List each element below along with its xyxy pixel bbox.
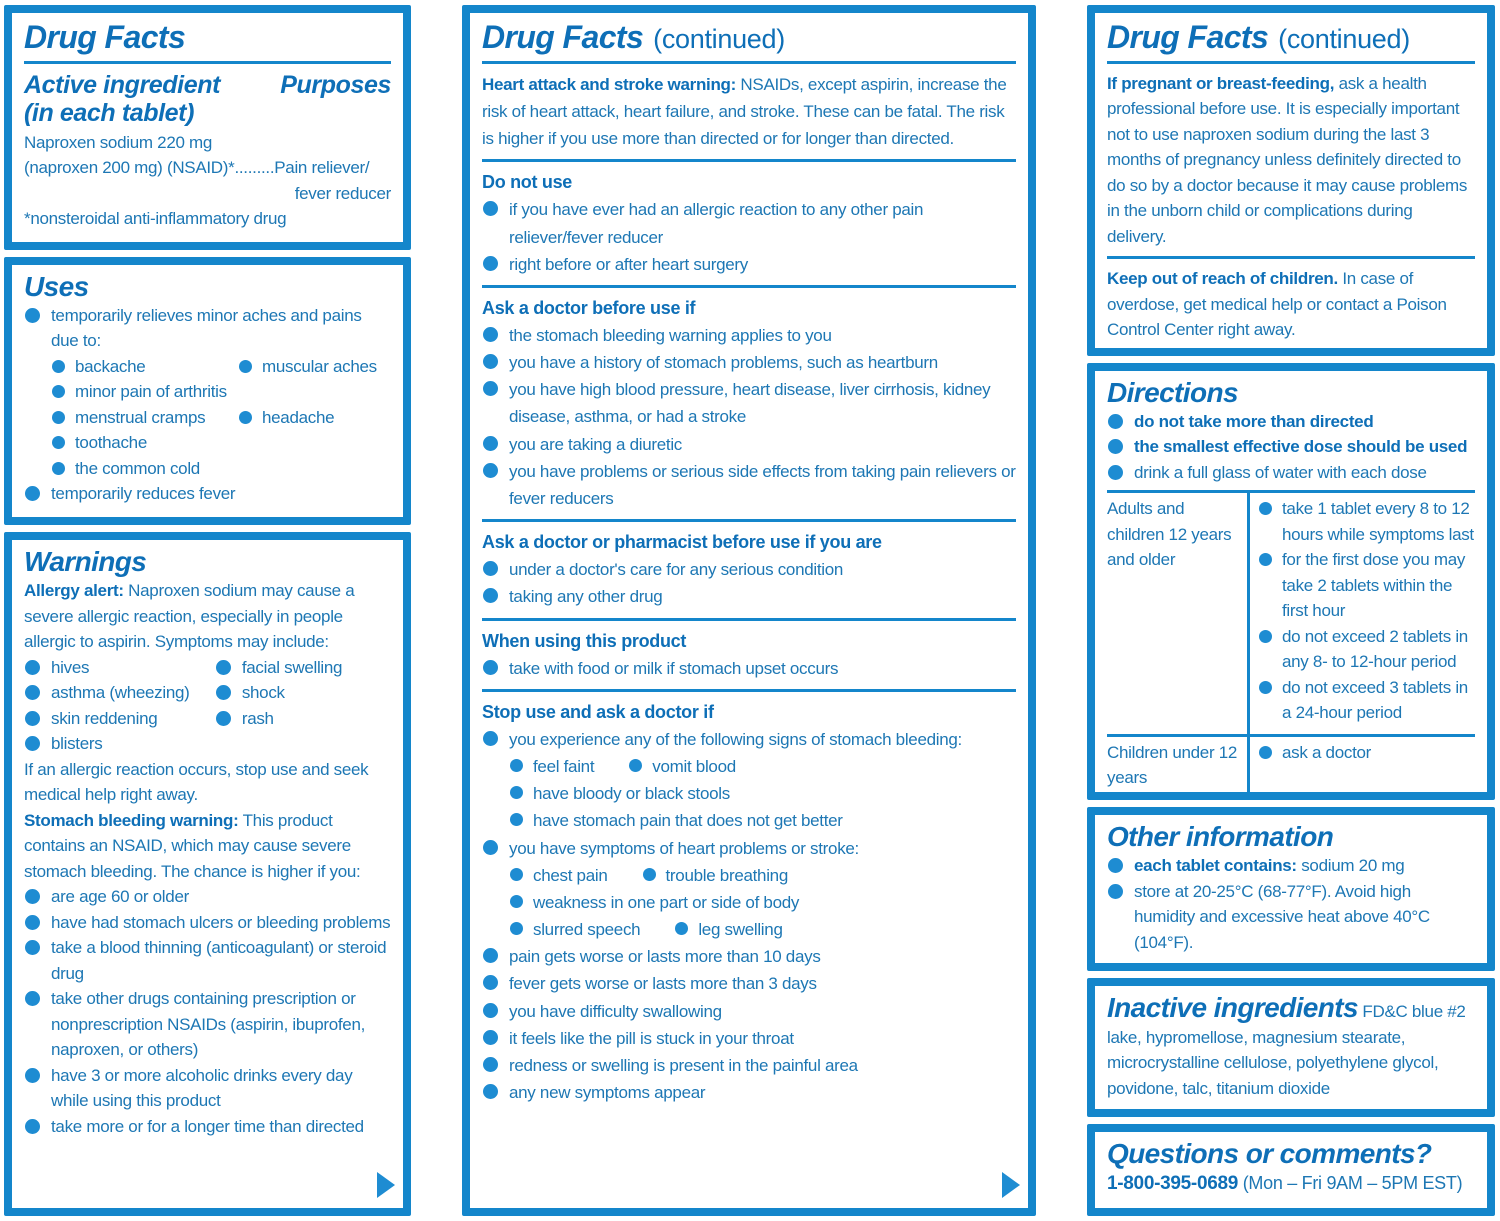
list-item: take 1 tablet every 8 to 12 hours while symptoms last — [1258, 496, 1475, 547]
bullet-icon — [483, 436, 498, 451]
purpose-value: fever reducer — [294, 183, 391, 203]
bullet-icon — [1108, 439, 1123, 454]
bullet-icon — [483, 201, 498, 216]
section-active-ingredient — [4, 5, 411, 250]
list-item: weakness in one part or side of body — [509, 889, 1016, 916]
bullet-icon — [52, 360, 65, 373]
list-item: menstrual cramps — [51, 405, 238, 431]
list-item: ask a doctor — [1258, 740, 1475, 766]
section-inactive-ingredients — [1087, 978, 1495, 1117]
bullet-icon — [1259, 746, 1272, 759]
list-item: take more or for a longer time than directed — [24, 1114, 391, 1140]
list-item: muscular aches — [238, 354, 391, 380]
bullet-icon — [1259, 681, 1272, 694]
list-item: hives — [24, 655, 215, 681]
list-item: each tablet contains: sodium 20 mg — [1107, 853, 1475, 879]
bullet-icon — [483, 948, 498, 963]
continue-arrow-icon — [1002, 1172, 1020, 1198]
list-item: temporarily relieves minor aches and pains due to: — [24, 303, 391, 354]
bullet-icon — [25, 685, 40, 700]
stop-use-heading: Stop use and ask a doctor if — [482, 701, 714, 722]
bullet-icon — [25, 889, 40, 904]
list-item: have had stomach ulcers or bleeding problems — [24, 910, 391, 936]
list-item: are age 60 or older — [24, 884, 391, 910]
dosage-instructions — [1247, 493, 1475, 734]
panel-title-row — [1107, 19, 1475, 56]
list-item: it feels like the pill is stuck in your throat — [482, 1025, 1016, 1052]
do-not-use-heading: Do not use — [482, 172, 572, 193]
heart-attack-warning: Heart attack and stroke warning: NSAIDs, except aspirin, increase the risk of heart attack, heart failure, and stroke. These can be fatal. The risk is higher if you use more than directed or for longer than directed. — [482, 74, 1007, 149]
bullet-icon — [483, 1084, 498, 1099]
allergy-alert-paragraph: Allergy alert: Naproxen sodium may cause a severe allergic reaction, especially in people allergic to aspirin. Symptoms may include: — [24, 581, 355, 652]
continue-arrow-icon — [377, 1172, 395, 1198]
list-item: have bloody or black stools — [509, 780, 1016, 807]
nsaid-footnote: *nonsteroidal anti-inflammatory drug — [24, 209, 287, 229]
phone-number: 1-800-395-0689 — [1107, 1173, 1239, 1195]
bullet-icon — [1108, 858, 1123, 873]
bullet-icon — [483, 1030, 498, 1045]
dosage-instructions — [1247, 737, 1475, 799]
list-item: you have symptoms of heart problems or stroke: — [482, 835, 1016, 862]
list-item: trouble breathing — [642, 862, 789, 889]
list-item: rash — [215, 706, 391, 732]
list-item: you experience any of the following signs of stomach bleeding: — [482, 726, 1016, 753]
dosage-group-label: Adults and children 12 years and older — [1107, 499, 1232, 570]
uses-title: Uses — [24, 270, 89, 302]
table-row — [1107, 734, 1475, 799]
active-ingredient-header — [24, 71, 391, 127]
list-item: temporarily reduces fever — [24, 481, 391, 507]
bullet-icon — [510, 895, 523, 908]
active-ingredient-heading-line2: (in each tablet) — [24, 98, 195, 127]
section-other-information — [1087, 807, 1495, 971]
bullet-icon — [629, 759, 642, 772]
inactive-ingredients-title: Inactive ingredients — [1107, 992, 1358, 1024]
contact-info — [1107, 1170, 1475, 1199]
bullet-icon — [510, 759, 523, 772]
list-item: blisters — [24, 731, 391, 757]
bullet-icon — [643, 868, 656, 881]
bullet-icon — [216, 711, 231, 726]
list-item: taking any other drug — [482, 583, 1016, 610]
list-item: do not exceed 3 tablets in a 24-hour period — [1258, 675, 1475, 726]
bullet-icon — [52, 462, 65, 475]
directions-title: Directions — [1107, 376, 1238, 408]
divider — [1107, 256, 1475, 259]
bullet-icon — [510, 813, 523, 826]
ingredient-name: Naproxen sodium 220 mg — [24, 132, 213, 152]
symptom-pair-row — [509, 862, 1016, 889]
bullet-icon — [483, 588, 498, 603]
list-item: do not take more than directed — [1107, 409, 1475, 435]
bullet-icon — [483, 840, 498, 855]
list-item: have 3 or more alcoholic drinks every day while using this product — [24, 1063, 391, 1114]
bullet-icon — [1108, 414, 1123, 429]
list-item: drink a full glass of water with each dose — [1107, 460, 1475, 486]
other-information-title: Other information — [1107, 821, 1334, 852]
panel-title-row — [482, 19, 1016, 56]
table-row — [1107, 493, 1475, 734]
panel-left — [4, 5, 411, 1216]
bullet-icon — [52, 436, 65, 449]
list-item: any new symptoms appear — [482, 1079, 1016, 1106]
list-item: feel faint — [509, 753, 594, 780]
list-item: have stomach pain that does not get better — [509, 807, 1016, 834]
bullet-icon — [216, 685, 231, 700]
list-item: you have problems or serious side effects from taking pain relievers or fever reducers — [482, 458, 1016, 512]
bullet-icon — [483, 731, 498, 746]
bullet-icon — [483, 463, 498, 478]
list-item: minor pain of arthritis — [51, 379, 391, 405]
ingredient-dose-leader: (naproxen 200 mg) (NSAID)*.........Pain reliever/ — [24, 158, 370, 178]
list-item: chest pain — [509, 862, 608, 889]
list-item: under a doctor's care for any serious condition — [482, 556, 1016, 583]
ask-pharmacist-heading: Ask a doctor or pharmacist before use if you are — [482, 532, 882, 553]
list-item: the smallest effective dose should be used — [1107, 434, 1475, 460]
ask-doctor-heading: Ask a doctor before use if — [482, 297, 696, 318]
inactive-ingredients-paragraph: Inactive ingredients FD&C blue #2 lake, hypromellose, magnesium stearate, microcrystalline cellulose, polyethylene glycol, povidone, talc, titanium dioxide — [1107, 992, 1466, 1098]
list-item: do not exceed 2 tablets in any 8- to 12-hour period — [1258, 624, 1475, 675]
list-item: asthma (wheezing) — [24, 680, 215, 706]
bullet-icon — [483, 561, 498, 576]
divider — [482, 61, 1016, 64]
list-item: redness or swelling is present in the painful area — [482, 1052, 1016, 1079]
list-item: take with food or milk if stomach upset occurs — [482, 655, 1016, 682]
bullet-icon — [483, 256, 498, 271]
bullet-icon — [25, 711, 40, 726]
continued-label: (continued) — [1278, 24, 1410, 54]
drug-facts-title: Drug Facts — [24, 19, 186, 55]
list-item: headache — [238, 405, 391, 431]
list-item: take other drugs containing prescription or nonprescription NSAIDs (aspirin, ibuprofen, naproxen, or others) — [24, 986, 391, 1063]
continued-label: (continued) — [653, 24, 785, 54]
drug-facts-title: Drug Facts — [1107, 19, 1269, 55]
section-questions — [1087, 1124, 1495, 1216]
list-item: backache — [51, 354, 238, 380]
list-item: shock — [215, 680, 391, 706]
list-item: pain gets worse or lasts more than 10 days — [482, 943, 1016, 970]
bullet-icon — [216, 660, 231, 675]
list-item: skin reddening — [24, 706, 215, 732]
divider — [482, 159, 1016, 162]
bullet-icon — [239, 360, 252, 373]
list-item: if you have ever had an allergic reaction to any other pain reliever/fever reducer — [482, 196, 1016, 250]
when-using-heading: When using this product — [482, 630, 687, 651]
active-ingredient-heading-line1: Active ingredient — [24, 70, 221, 99]
pregnancy-warning: If pregnant or breast-feeding, ask a health professional before use. It is especially important not to use naproxen sodium during the last 3 months of pregnancy unless definitely directed to do so by a doctor because it may cause problems in the unborn child or complications during delivery. — [1107, 73, 1468, 246]
section-warnings — [4, 532, 411, 1216]
active-ingredient-heading — [24, 71, 220, 127]
list-item: the common cold — [51, 456, 391, 482]
list-item: you have difficulty swallowing — [482, 998, 1016, 1025]
divider — [482, 285, 1016, 288]
drug-facts-title: Drug Facts — [482, 19, 644, 55]
bullet-icon — [483, 975, 498, 990]
symptom-pair-row — [24, 655, 391, 681]
bullet-icon — [25, 991, 40, 1006]
bullet-icon — [1259, 502, 1272, 515]
bullet-icon — [25, 1068, 40, 1083]
list-item: slurred speech — [509, 916, 640, 943]
bullet-icon — [52, 411, 65, 424]
warnings-title: Warnings — [24, 545, 147, 577]
list-item: toothache — [51, 430, 391, 456]
bullet-icon — [483, 354, 498, 369]
bullet-icon — [483, 660, 498, 675]
bullet-icon — [239, 411, 252, 424]
dosage-table — [1107, 490, 1475, 799]
bullet-icon — [483, 381, 498, 396]
section-pregnancy-children — [1087, 5, 1495, 356]
section-directions — [1087, 363, 1495, 800]
purposes-heading: Purposes — [280, 70, 391, 99]
uses-pair-row — [51, 354, 391, 380]
list-item: right before or after heart surgery — [482, 251, 1016, 278]
list-item: store at 20-25°C (68-77°F). Avoid high humidity and excessive heat above 40°C (104°F). — [1107, 879, 1475, 956]
panel-right — [1087, 5, 1495, 1216]
symptom-pair-row — [24, 680, 391, 706]
list-item: vomit blood — [628, 753, 736, 780]
bullet-icon — [25, 486, 40, 501]
bullet-icon — [25, 660, 40, 675]
divider — [1107, 61, 1475, 64]
section-warnings-continued — [462, 5, 1036, 1216]
bullet-icon — [1259, 553, 1272, 566]
bullet-icon — [1108, 884, 1123, 899]
bullet-icon — [25, 915, 40, 930]
symptom-pair-row — [509, 753, 1016, 780]
symptom-pair-row — [24, 706, 391, 732]
bullet-icon — [675, 922, 688, 935]
list-item: for the first dose you may take 2 tablets within the first hour — [1258, 547, 1475, 624]
divider — [482, 618, 1016, 621]
panel-middle — [462, 5, 1036, 1216]
list-item: facial swelling — [215, 655, 391, 681]
list-item: you are taking a diuretic — [482, 431, 1016, 458]
bullet-icon — [483, 1057, 498, 1072]
list-item: fever gets worse or lasts more than 3 days — [482, 970, 1016, 997]
dosage-group-label: Children under 12 years — [1107, 742, 1238, 788]
bullet-icon — [25, 940, 40, 955]
list-item: the stomach bleeding warning applies to you — [482, 322, 1016, 349]
bullet-icon — [52, 385, 65, 398]
uses-pair-row — [51, 405, 391, 431]
bullet-icon — [25, 736, 40, 751]
bullet-icon — [1259, 630, 1272, 643]
list-item: you have a history of stomach problems, such as heartburn — [482, 349, 1016, 376]
allergy-outcome: If an allergic reaction occurs, stop use and seek medical help right away. — [24, 759, 369, 805]
bullet-icon — [510, 922, 523, 935]
divider — [482, 519, 1016, 522]
divider — [482, 689, 1016, 692]
list-item: leg swelling — [674, 916, 782, 943]
bullet-icon — [510, 786, 523, 799]
section-uses — [4, 257, 411, 525]
phone-hours: (Mon – Fri 9AM – 5PM EST) — [1242, 1173, 1463, 1194]
bullet-icon — [25, 308, 40, 323]
list-item: you have high blood pressure, heart disease, liver cirrhosis, kidney disease, asthma, or had a stroke — [482, 376, 1016, 430]
stomach-bleeding-paragraph: Stomach bleeding warning: This product contains an NSAID, which may cause severe stomach bleeding. The chance is higher if you: — [24, 810, 361, 881]
divider — [24, 61, 391, 64]
bullet-icon — [1108, 465, 1123, 480]
symptom-pair-row — [509, 916, 1016, 943]
list-item: take a blood thinning (anticoagulant) or steroid drug — [24, 935, 391, 986]
bullet-icon — [483, 1003, 498, 1018]
bullet-icon — [25, 1119, 40, 1134]
bullet-icon — [483, 327, 498, 342]
keep-out-of-reach: Keep out of reach of children. In case of overdose, get medical help or contact a Poison Control Center right away. — [1107, 269, 1447, 340]
bullet-icon — [510, 868, 523, 881]
questions-title: Questions or comments? — [1107, 1138, 1432, 1170]
